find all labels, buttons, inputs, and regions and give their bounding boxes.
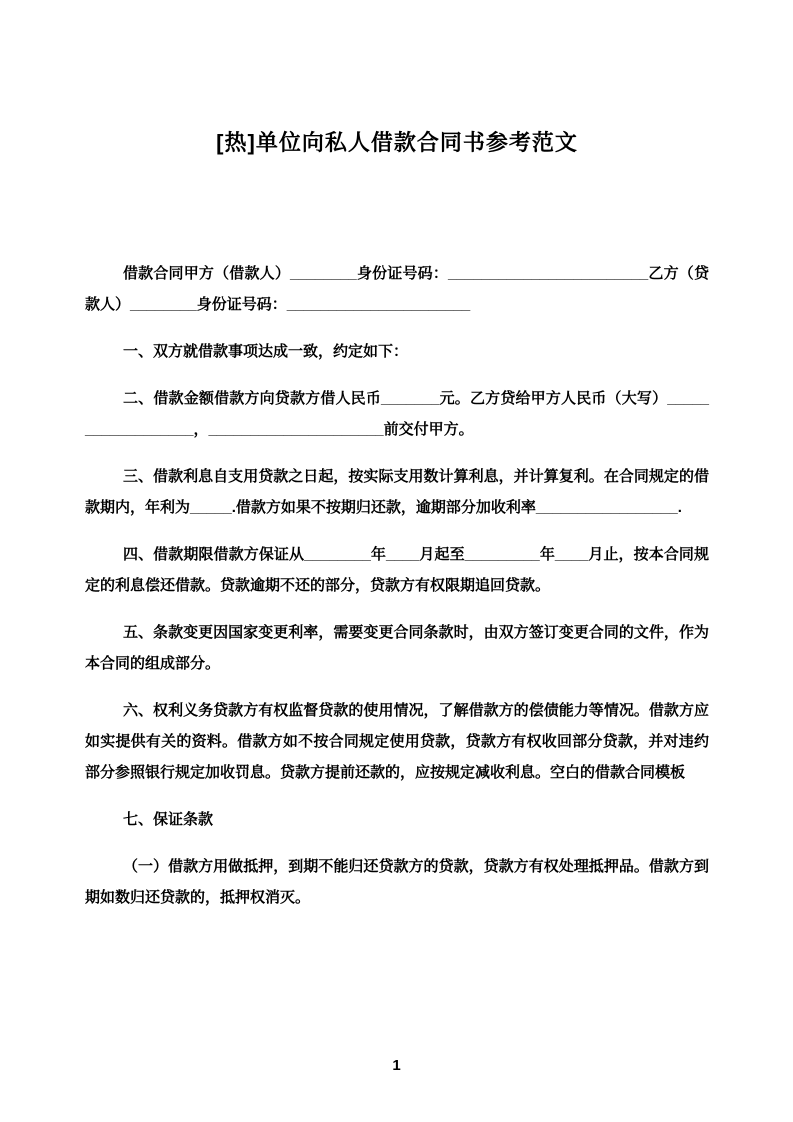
- contract-paragraph: 四、借款期限借款方保证从________年____月起至_________年____月止，按本合同规定的利息偿还借款。贷款逾期不还的部分，贷款方有权限期追回贷款。: [85, 546, 709, 594]
- contract-paragraph: 七、保证条款: [123, 811, 214, 828]
- contract-paragraph: 借款合同甲方（借款人）________身份证号码：________________________乙方（贷款人）________身份证号码：______________________: [85, 265, 709, 313]
- contract-paragraph: 三、借款利息自支用贷款之日起，按实际支用数计算利息，并计算复利。在合同规定的借款期内，年利为_____.借款方如果不按期归还款，逾期部分加收利率_________________.: [85, 468, 709, 516]
- page-number: 1: [392, 1057, 401, 1074]
- contract-paragraph: 一、双方就借款事项达成一致，约定如下：: [123, 343, 409, 360]
- document-body: [85, 258, 709, 913]
- document-title: [热]单位向私人借款合同书参考范文: [216, 130, 578, 155]
- contract-paragraph: 二、借款金额借款方向贷款方借人民币_______元。乙方贷给甲方人民币（大写）__________________，_____________________前交付甲方。: [85, 390, 709, 438]
- contract-paragraph: 五、条款变更因国家变更利率，需要变更合同条款时，由双方签订变更合同的文件，作为本合同的组成部分。: [85, 624, 709, 672]
- contract-paragraph: （一）借款方用做抵押，到期不能归还贷款方的贷款，贷款方有权处理抵押品。借款方到期如数归还贷款的，抵押权消灭。: [85, 858, 709, 906]
- contract-paragraph: 六、权利义务贷款方有权监督贷款的使用情况，了解借款方的偿债能力等情况。借款方应如实提供有关的资料。借款方如不按合同规定使用贷款，贷款方有权收回部分贷款，并对违约部分参照银行规定加收罚息。贷款方提前还款的，应按规定减收利息。空白的借款合同模板: [85, 702, 709, 781]
